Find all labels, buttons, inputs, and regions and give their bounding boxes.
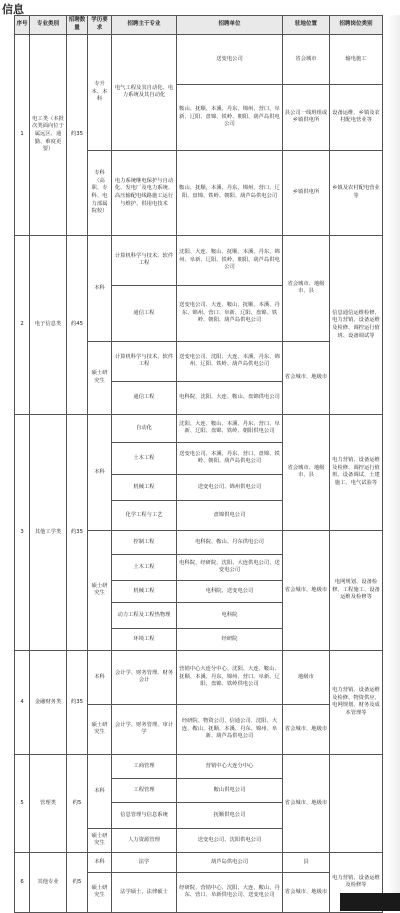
major-cell: 自动化 bbox=[112, 414, 177, 442]
post-cell: 电力营销、设备运维及检修等 bbox=[330, 852, 383, 912]
category-cell: 电子信息类 bbox=[30, 235, 67, 414]
location-cell: 省会城市、地级市、县 bbox=[283, 414, 330, 530]
major-cell: 会计学、财务管理、财务会计 bbox=[112, 650, 177, 704]
count-cell: 约35 bbox=[67, 34, 88, 235]
count-cell: 约35 bbox=[67, 650, 88, 754]
post-cell: 输电施工 bbox=[330, 34, 383, 84]
unit-cell: 鞍山、抚顺、本溪、丹东、锦州、营口、辽阳、盘锦、铁岭、朝阳、葫芦岛供电公司 bbox=[177, 150, 283, 235]
unit-cell: 沈阳、大连、鞍山、抚顺、本溪、丹东、锦州、阜新、辽阳、铁岭、朝阳、葫芦岛供电公司 bbox=[177, 235, 283, 285]
header-cell: 序号 bbox=[15, 16, 30, 35]
location-cell: 省会城市、地级市 bbox=[283, 754, 330, 852]
major-cell: 信息管理与信息系统 bbox=[112, 802, 177, 828]
unit-cell: 经研院 bbox=[177, 628, 283, 650]
unit-cell: 电科院 bbox=[177, 602, 283, 628]
major-cell: 机械工程 bbox=[112, 474, 177, 500]
scroll-thumb[interactable] bbox=[340, 893, 400, 911]
edu-cell: 硕士研究生 bbox=[88, 341, 112, 414]
post-cell: 设备运维、乡镇及农村配电营业等 bbox=[330, 84, 383, 150]
unit-cell: 抚顺供电公司 bbox=[177, 802, 283, 828]
category-cell: 电工类（本批次类面向位于属远区、通勤、难度更要） bbox=[30, 34, 67, 235]
post-cell: 电网规划、设备检修、工程施工、设备运维及检修等 bbox=[330, 530, 383, 650]
location-cell: 地级市 bbox=[283, 650, 330, 704]
category-cell: 管理类 bbox=[30, 754, 67, 852]
edu-cell: 专科（高职、专科、电力部属院校） bbox=[88, 150, 112, 235]
row-number: 1 bbox=[15, 34, 30, 235]
edu-cell: 硕士研究生 bbox=[88, 704, 112, 754]
location-cell: 乡镇供电所 bbox=[283, 150, 330, 235]
unit-cell: 送变电公司、沈阳供电公司 bbox=[177, 828, 283, 852]
category-cell: 金融财务类 bbox=[30, 650, 67, 754]
location-cell: 省会城市、地级市、县 bbox=[283, 235, 330, 341]
category-cell: 其他专业 bbox=[30, 852, 67, 912]
edu-cell: 硕士研究生 bbox=[88, 828, 112, 852]
header-cell: 专业类别 bbox=[30, 16, 67, 35]
post-cell: 乡镇及农村配电营业等 bbox=[330, 150, 383, 235]
unit-cell: 送变电公司、锦州供电公司 bbox=[177, 474, 283, 500]
location-cell: 省会城市、地级市 bbox=[283, 872, 330, 912]
edu-cell: 本科 bbox=[88, 414, 112, 530]
major-cell: 环境工程 bbox=[112, 628, 177, 650]
major-cell: 工程管理 bbox=[112, 778, 177, 802]
table-row bbox=[15, 852, 383, 872]
major-cell: 法学 bbox=[112, 852, 177, 872]
major-cell: 电力系统继电保护与自动化、发电厂及电力系统、高压输配电线路施工运行与维护、供用电技术 bbox=[112, 150, 177, 235]
row-number: 3 bbox=[15, 414, 30, 650]
unit-cell: 电科院、经研院、沈阳、大连供电公司、送变电公司 bbox=[177, 554, 283, 580]
major-cell: 工商管理 bbox=[112, 754, 177, 778]
edu-cell: 本科 bbox=[88, 754, 112, 828]
category-cell: 其他工学类 bbox=[30, 414, 67, 650]
unit-cell: 经研院、营销中心、沈阳、大连、鞍山、丹东、营口、阜新供电公司、送变电公司 bbox=[177, 872, 283, 912]
major-cell: 电气工程及其自动化、电力系统及其自动化 bbox=[112, 34, 177, 150]
row-number: 4 bbox=[15, 650, 30, 754]
row-number: 5 bbox=[15, 754, 30, 852]
major-cell: 通信工程 bbox=[112, 381, 177, 414]
table-row bbox=[15, 754, 383, 778]
count-cell: 约45 bbox=[67, 235, 88, 414]
location-cell: 省会城市 bbox=[283, 34, 330, 84]
post-cell: 电力营销、设备运维及检修、物资供应、电网规划、财务及成本管理等 bbox=[330, 650, 383, 754]
count-cell: 约5 bbox=[67, 852, 88, 912]
count-cell: 约35 bbox=[67, 414, 88, 650]
location-cell: 省会城市、地级市 bbox=[283, 704, 330, 754]
table-row bbox=[15, 235, 383, 285]
unit-cell: 送变电公司、本溪、丹东、营口、盘锦、铁岭、朝阳、葫芦岛供电公司 bbox=[177, 442, 283, 474]
edu-cell: 专升本、本科 bbox=[88, 34, 112, 150]
major-cell: 机械工程 bbox=[112, 580, 177, 602]
edu-cell: 本科 bbox=[88, 650, 112, 704]
major-cell: 土木工程 bbox=[112, 554, 177, 580]
post-cell: 电力营销、设备运维及检修、调控运行值班、设备调试、土建施工、电气试验等 bbox=[330, 414, 383, 530]
major-cell: 人力资源管理 bbox=[112, 828, 177, 852]
unit-cell: 盘锦供电公司 bbox=[177, 500, 283, 530]
header-cell: 招聘数量 bbox=[67, 16, 88, 35]
unit-cell: 葫芦岛供电公司 bbox=[177, 852, 283, 872]
unit-cell: 送变电公司、大连、鞍山、抚顺、本溪、丹东、锦州、营口、阜新、辽阳、盘锦、铁岭、朝阳、葫芦岛供电公司 bbox=[177, 285, 283, 341]
major-cell: 控制工程 bbox=[112, 530, 177, 554]
header-cell: 招聘单位 bbox=[177, 16, 283, 35]
unit-cell: 经研院、物资公司、信通公司、沈阳、大连、鞍山、抚顺、本溪、丹东、锦州、阜新、葫芦岛供电公司 bbox=[177, 704, 283, 754]
major-cell: 会计学、财务管理、审计学 bbox=[112, 704, 177, 754]
location-cell: 省会城市、地级市 bbox=[283, 341, 330, 414]
location-cell: 县公司一线班组或乡镇供电所 bbox=[283, 84, 330, 150]
major-cell: 通信工程 bbox=[112, 285, 177, 341]
major-cell: 法学硕士、法律硕士 bbox=[112, 872, 177, 912]
row-number: 6 bbox=[15, 852, 30, 912]
edu-cell: 硕士研究生 bbox=[88, 530, 112, 650]
unit-cell: 送变电公司、沈阳、大连、本溪、丹东、锦州、辽阳、铁岭、葫芦岛供电公司 bbox=[177, 341, 283, 381]
recruitment-table bbox=[14, 15, 383, 913]
page-title: 信息 bbox=[2, 3, 24, 16]
major-cell: 动力工程及工程热物理 bbox=[112, 602, 177, 628]
unit-cell: 电科院、送变电公司 bbox=[177, 580, 283, 602]
unit-cell: 沈阳、大连、鞍山、本溪、丹东、营口、阜新、辽阳、盘锦、铁岭、朝阳供电公司 bbox=[177, 414, 283, 442]
header-cell: 招聘主干专业 bbox=[112, 16, 177, 35]
header-cell: 招聘岗位类别 bbox=[330, 16, 383, 35]
location-cell: 省会城市、地级市 bbox=[283, 530, 330, 650]
edu-cell: 本科 bbox=[88, 235, 112, 341]
edu-cell: 本科 bbox=[88, 852, 112, 872]
post-cell bbox=[330, 754, 383, 852]
unit-cell: 电科院、沈阳、大连、鞍山、盘锦供电公司 bbox=[177, 381, 283, 414]
header-cell: 学历要求 bbox=[88, 16, 112, 35]
table-row bbox=[15, 650, 383, 704]
table-row bbox=[15, 34, 383, 84]
edu-cell: 硕士研究生 bbox=[88, 872, 112, 912]
header-row bbox=[15, 16, 383, 35]
unit-cell: 鞍山、抚顺、本溪、丹东、锦州、营口、阜新、辽阳、盘锦、铁岭、朝阳、葫芦岛供电公司 bbox=[177, 84, 283, 150]
major-cell: 计算机科学与技术、软件工程 bbox=[112, 341, 177, 381]
major-cell: 计算机科学与技术、软件工程 bbox=[112, 235, 177, 285]
location-cell: 县 bbox=[283, 852, 330, 872]
row-number: 2 bbox=[15, 235, 30, 414]
unit-cell: 电科院、鞍山、丹东供电公司 bbox=[177, 530, 283, 554]
unit-cell: 鞍山供电公司 bbox=[177, 778, 283, 802]
table-row bbox=[15, 414, 383, 442]
page-edge-shadow bbox=[388, 15, 400, 906]
unit-cell: 送变电公司 bbox=[177, 34, 283, 84]
major-cell: 化学工程与工艺 bbox=[112, 500, 177, 530]
unit-cell: 营销中心大连分中心、沈阳、大连、鞍山、抚顺、本溪、丹东、锦州、营口、阜新、辽阳、盘锦、铁岭供电公司 bbox=[177, 650, 283, 704]
count-cell: 约5 bbox=[67, 754, 88, 852]
post-cell: 信息通信运维检修、电力营销、设备运维及检修、调控运行值班、设备调试等 bbox=[330, 235, 383, 414]
unit-cell: 营销中心大连分中心 bbox=[177, 754, 283, 778]
header-cell: 驻地位置 bbox=[283, 16, 330, 35]
major-cell: 土木工程 bbox=[112, 442, 177, 474]
